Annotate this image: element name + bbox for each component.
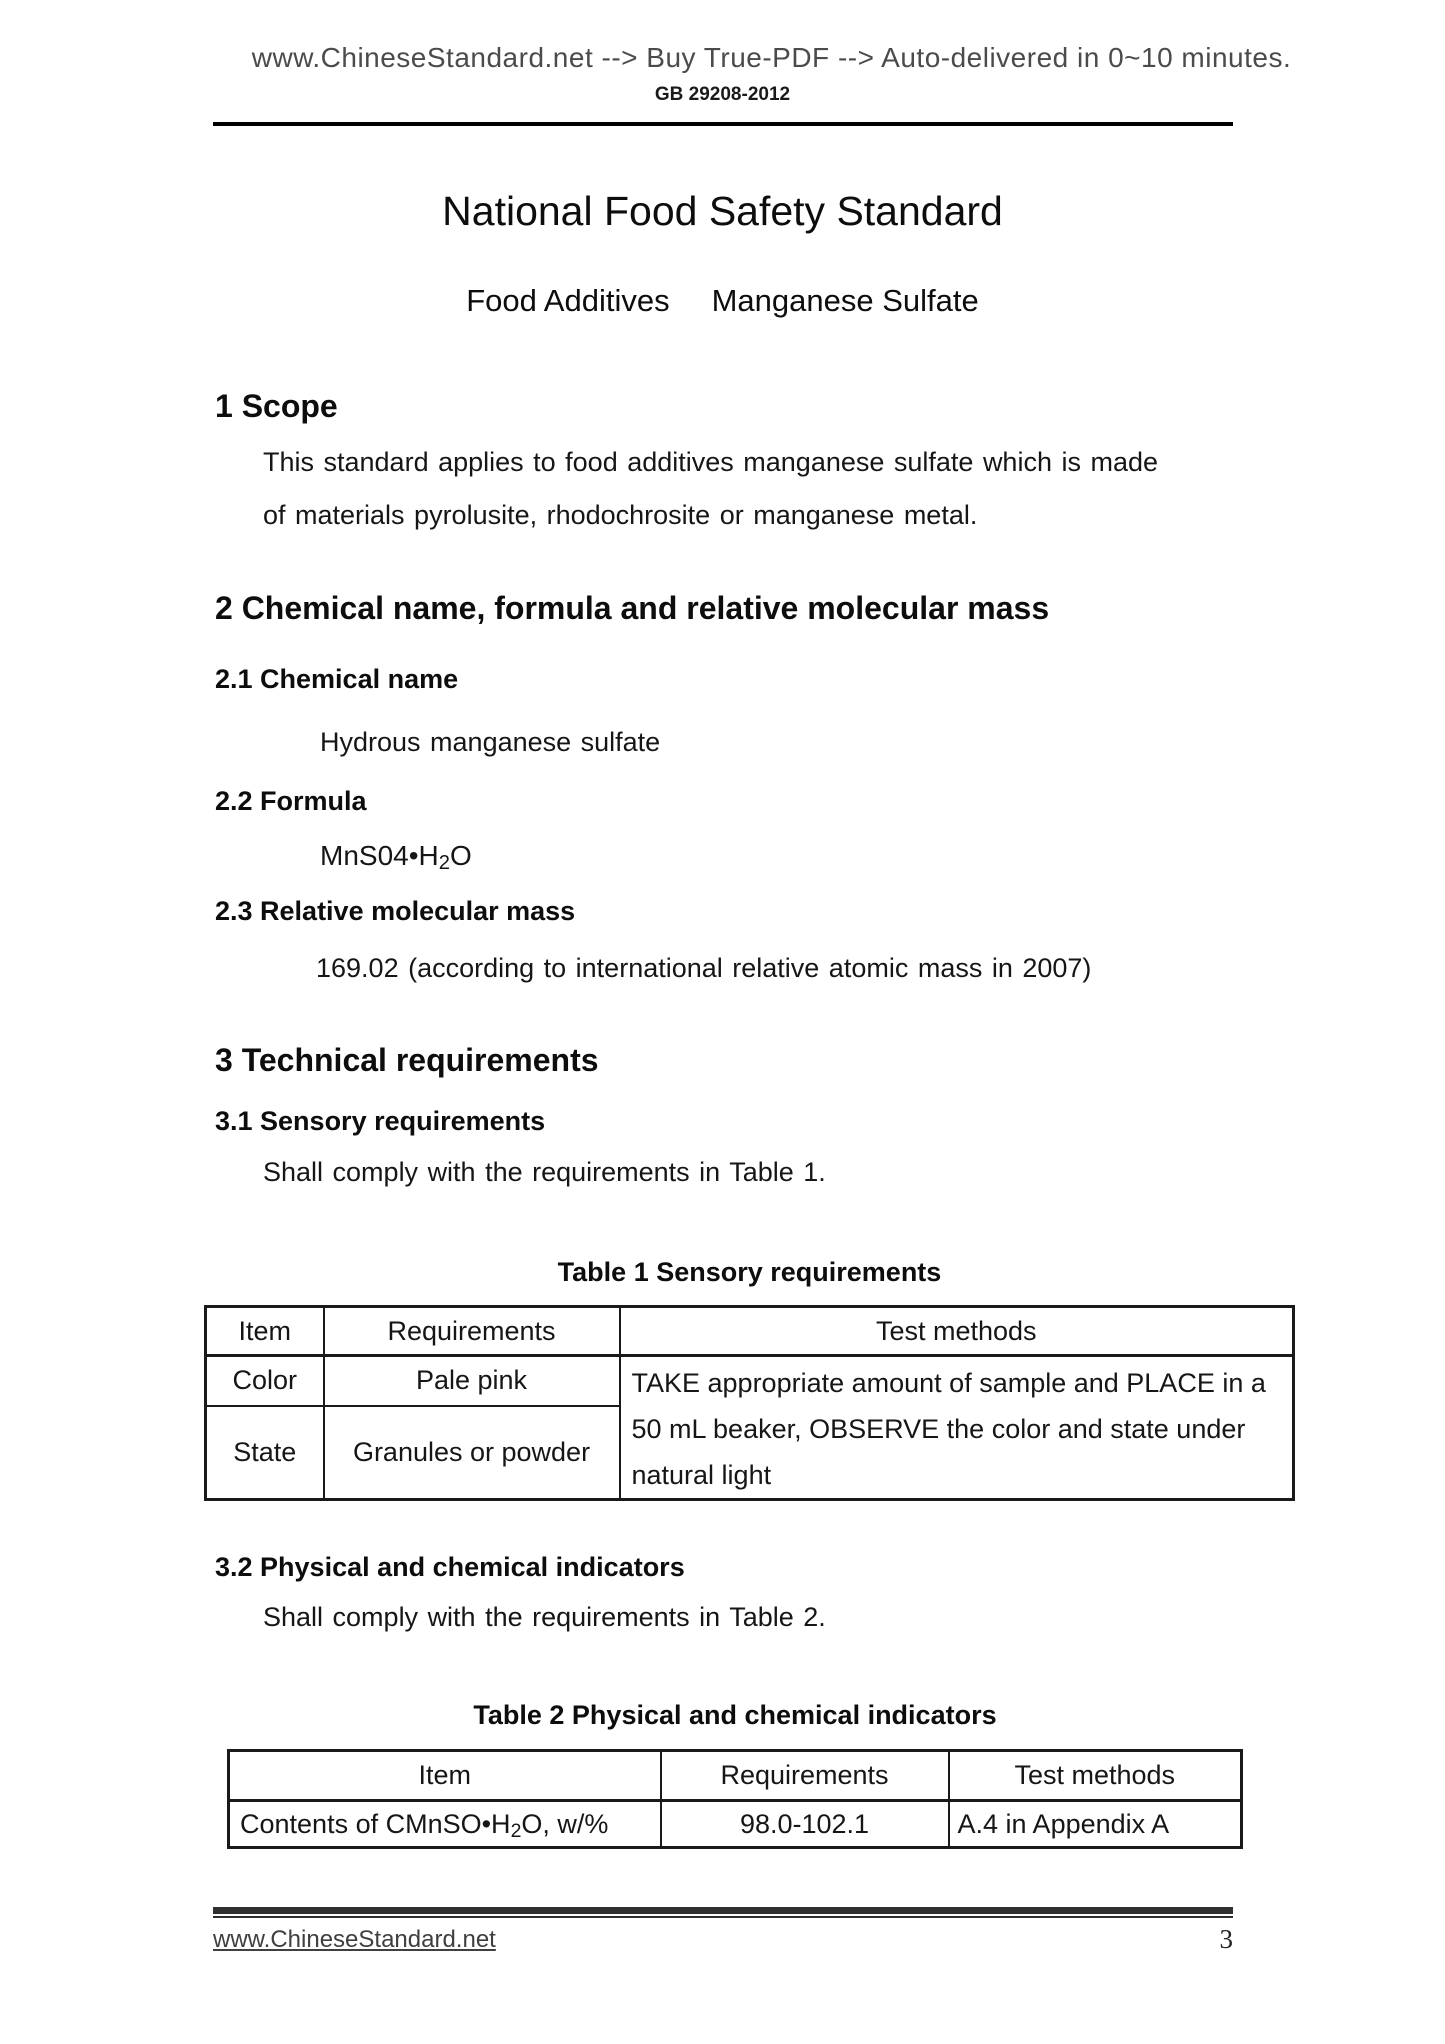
table1-cell-test-method: TAKE appropriate amount of sample and PLACE in a 50 mL beaker, OBSERVE the color and state under natural light — [620, 1356, 1294, 1500]
table1-cell-color-requirement: Pale pink — [324, 1356, 620, 1406]
table-row — [229, 1801, 1242, 1848]
scope-paragraph-line2: of materials pyrolusite, rhodochrosite or manganese metal. — [263, 500, 978, 530]
table-row — [206, 1356, 1294, 1406]
section-3-heading: 3 Technical requirements — [215, 1042, 599, 1078]
table1-header-test-methods: Test methods — [620, 1307, 1294, 1356]
section-1-heading: 1 Scope — [215, 388, 338, 424]
section-2-1-heading: 2.1 Chemical name — [215, 664, 459, 694]
section-2-2-heading: 2.2 Formula — [215, 786, 367, 816]
subtitle-part1: Food Additives — [466, 283, 670, 318]
footer-rule-thin — [213, 1916, 1233, 1918]
table1-cell-color-item: Color — [206, 1356, 324, 1406]
document-subtitle — [0, 283, 1445, 319]
table1-header-row — [206, 1307, 1294, 1356]
table2-cell-test-method: A.4 in Appendix A — [949, 1801, 1242, 1848]
footer-website-link[interactable]: www.ChineseStandard.net — [213, 1926, 496, 1953]
chemical-name-value: Hydrous manganese sulfate — [320, 727, 661, 757]
table1-header-requirements: Requirements — [324, 1307, 620, 1356]
table2-header-requirements: Requirements — [661, 1751, 949, 1801]
header-banner: www.ChineseStandard.net --> Buy True-PDF --> Auto-delivered in 0~10 minutes. — [251, 42, 1292, 73]
table2-item-subscript: 2 — [510, 1819, 522, 1842]
formula-tail: O — [449, 840, 472, 871]
table2-item-text: Contents of CMnSO•H — [240, 1808, 511, 1839]
table2-cell-item — [229, 1801, 661, 1848]
subtitle-part2: Manganese Sulfate — [711, 283, 979, 318]
section-3-2-heading: 3.2 Physical and chemical indicators — [215, 1552, 685, 1582]
table-sensory-requirements — [204, 1305, 1295, 1501]
table-physical-chemical-indicators — [227, 1749, 1243, 1849]
table1-caption: Table 1 Sensory requirements — [557, 1257, 942, 1287]
table2-header-row — [229, 1751, 1242, 1801]
table2-cell-requirement: 98.0-102.1 — [661, 1801, 949, 1848]
chemical-formula — [320, 840, 472, 875]
molecular-mass-value: 169.02 (according to international relative atomic mass in 2007) — [316, 953, 1092, 983]
table2-caption: Table 2 Physical and chemical indicators — [473, 1700, 997, 1730]
table2-item-tail: O, w/% — [521, 1808, 609, 1839]
section-3-2-body: Shall comply with the requirements in Table 2. — [263, 1602, 826, 1632]
header-rule — [213, 122, 1233, 126]
table1-cell-state-requirement: Granules or powder — [324, 1406, 620, 1500]
footer-rule-thick — [213, 1907, 1233, 1914]
table1-cell-state-item: State — [206, 1406, 324, 1500]
table1-header-item: Item — [206, 1307, 324, 1356]
section-3-1-body: Shall comply with the requirements in Table 1. — [263, 1157, 826, 1187]
table2-header-item: Item — [229, 1751, 661, 1801]
document-title: National Food Safety Standard — [442, 188, 1003, 234]
section-3-1-heading: 3.1 Sensory requirements — [215, 1106, 546, 1136]
table2-header-test-methods: Test methods — [949, 1751, 1242, 1801]
section-2-3-heading: 2.3 Relative molecular mass — [215, 896, 576, 926]
section-2-heading: 2 Chemical name, formula and relative molecular mass — [215, 590, 1050, 626]
formula-subscript: 2 — [438, 852, 450, 875]
page-number: 3 — [1219, 1924, 1233, 1954]
formula-main: MnS04•H — [320, 840, 439, 871]
scope-paragraph-line1: This standard applies to food additives manganese sulfate which is made — [263, 447, 1159, 477]
standard-code: GB 29208-2012 — [654, 84, 791, 105]
